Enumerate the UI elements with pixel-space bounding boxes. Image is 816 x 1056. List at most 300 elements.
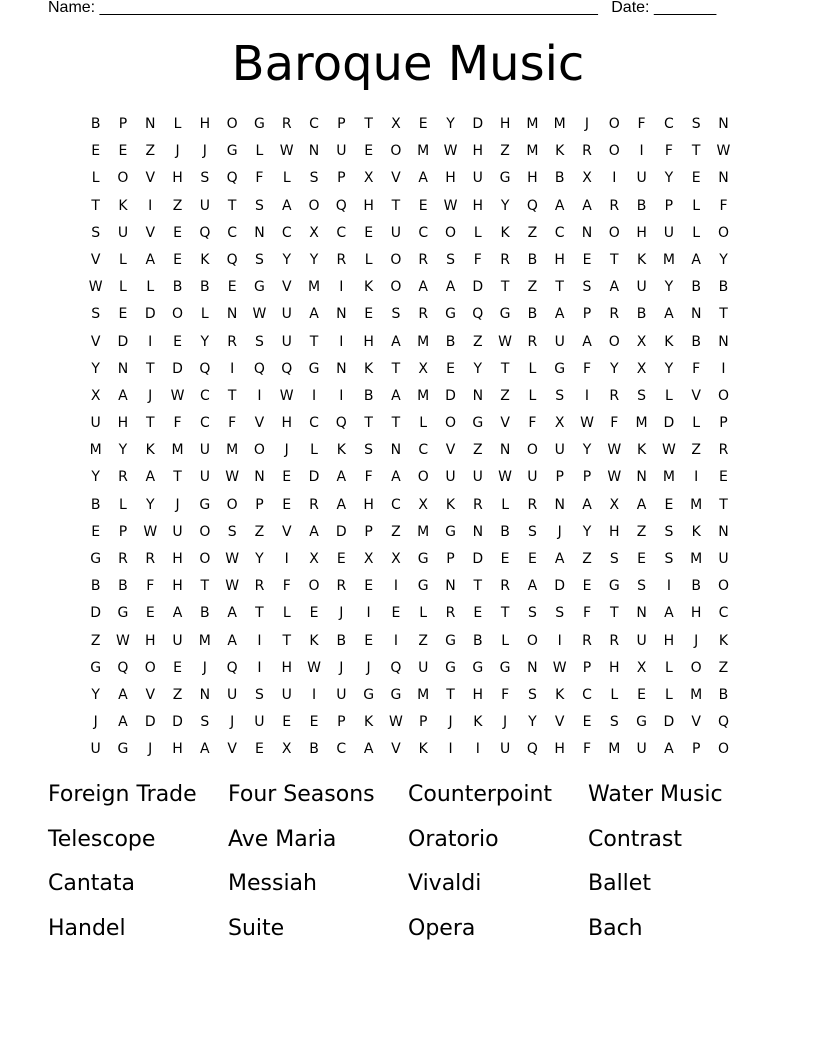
grid-letter[interactable]: T [500, 279, 510, 296]
grid-letter[interactable]: U [527, 469, 538, 486]
grid-letter[interactable]: G [445, 632, 456, 649]
grid-letter[interactable]: V [554, 714, 565, 731]
grid-letter[interactable]: K [364, 360, 374, 377]
grid-letter[interactable]: H [172, 741, 183, 758]
grid-letter[interactable]: Z [582, 551, 592, 567]
grid-letter[interactable]: R [609, 387, 620, 404]
grid-letter[interactable]: N [199, 686, 211, 703]
grid-letter[interactable]: O [608, 333, 620, 350]
grid-letter[interactable]: U [172, 632, 183, 649]
grid-letter[interactable]: Z [527, 279, 538, 296]
grid-letter[interactable]: G [117, 605, 129, 622]
grid-letter[interactable]: M [690, 551, 703, 567]
grid-letter[interactable]: V [227, 741, 237, 758]
grid-letter[interactable]: I [448, 741, 453, 758]
grid-letter[interactable]: N [581, 224, 593, 241]
grid-letter[interactable]: Q [226, 170, 238, 187]
grid-letter[interactable]: S [609, 551, 619, 567]
grid-letter[interactable]: B [172, 279, 183, 296]
grid-letter[interactable]: H [363, 496, 374, 513]
grid-letter[interactable]: E [173, 333, 182, 350]
grid-letter[interactable]: C [227, 224, 238, 241]
grid-letter[interactable]: G [499, 659, 511, 676]
grid-letter[interactable]: E [582, 714, 592, 731]
grid-letter[interactable]: R [609, 306, 620, 323]
grid-letter[interactable]: M [526, 143, 539, 160]
grid-letter[interactable]: E [719, 469, 728, 486]
grid-letter[interactable]: K [145, 442, 155, 459]
grid-letter[interactable]: T [719, 306, 728, 323]
grid-letter[interactable]: E [364, 306, 374, 323]
grid-letter[interactable]: E [173, 659, 182, 676]
grid-letter[interactable]: Y [582, 523, 592, 540]
grid-letter[interactable]: E [118, 306, 128, 323]
grid-letter[interactable]: E [364, 224, 374, 241]
grid-letter[interactable]: U [199, 197, 210, 214]
grid-letter[interactable]: H [690, 605, 702, 622]
grid-letter[interactable]: E [418, 197, 428, 214]
grid-letter[interactable]: I [284, 551, 289, 567]
grid-letter[interactable]: T [446, 686, 455, 703]
grid-letter[interactable]: P [691, 741, 701, 758]
grid-letter[interactable]: G [445, 659, 456, 676]
grid-letter[interactable]: H [609, 523, 620, 540]
grid-letter[interactable]: B [691, 279, 701, 296]
grid-letter[interactable]: V [391, 741, 401, 758]
grid-letter[interactable]: I [257, 387, 262, 404]
grid-letter[interactable]: S [309, 170, 319, 187]
grid-letter[interactable]: N [636, 469, 647, 486]
grid-letter[interactable]: J [339, 605, 344, 622]
grid-letter[interactable]: Z [473, 333, 483, 350]
grid-letter[interactable]: W [170, 387, 185, 404]
grid-letter[interactable]: L [282, 605, 291, 622]
grid-letter[interactable]: W [443, 143, 458, 160]
grid-letter[interactable]: H [472, 197, 484, 214]
grid-letter[interactable]: Y [309, 251, 319, 268]
grid-letter[interactable]: K [336, 442, 346, 459]
grid-letter[interactable]: E [173, 224, 182, 241]
grid-letter[interactable]: E [255, 741, 264, 758]
grid-letter[interactable]: M [417, 387, 430, 404]
grid-letter[interactable]: Q [226, 251, 238, 268]
grid-letter[interactable]: C [663, 116, 674, 132]
grid-letter[interactable]: E [473, 605, 483, 622]
grid-letter[interactable]: J [503, 714, 508, 731]
grid-letter[interactable]: A [554, 306, 565, 323]
grid-letter[interactable]: B [636, 197, 647, 214]
grid-letter[interactable]: S [527, 605, 537, 622]
grid-letter[interactable]: I [694, 469, 699, 486]
grid-letter[interactable]: C [582, 686, 592, 703]
grid-letter[interactable]: U [499, 741, 511, 758]
grid-letter[interactable]: O [444, 224, 457, 241]
grid-letter[interactable]: P [582, 659, 592, 676]
grid-letter[interactable]: D [472, 279, 484, 296]
grid-letter[interactable]: W [607, 469, 622, 486]
grid-letter[interactable]: J [175, 496, 180, 513]
grid-letter[interactable]: U [472, 469, 483, 486]
grid-letter[interactable]: L [364, 251, 373, 268]
grid-letter[interactable]: A [336, 496, 347, 513]
grid-letter[interactable]: H [472, 143, 484, 160]
grid-letter[interactable]: Y [446, 116, 455, 132]
grid-letter[interactable]: G [363, 686, 375, 703]
grid-letter[interactable]: T [610, 605, 619, 622]
grid-letter[interactable]: U [636, 741, 647, 758]
grid-letter[interactable]: X [391, 116, 401, 132]
grid-letter[interactable]: Z [172, 197, 183, 214]
grid-letter[interactable]: L [692, 197, 701, 214]
grid-letter[interactable]: X [309, 551, 319, 567]
grid-letter[interactable]: U [336, 686, 347, 703]
grid-letter[interactable]: W [88, 279, 103, 296]
grid-letter[interactable]: U [336, 143, 347, 160]
grid-letter[interactable]: H [199, 116, 211, 132]
grid-letter[interactable]: Q [117, 659, 129, 676]
grid-letter[interactable]: F [255, 170, 264, 187]
grid-letter[interactable]: E [336, 551, 346, 567]
grid-letter[interactable]: X [391, 551, 401, 567]
grid-letter[interactable]: E [691, 170, 701, 187]
grid-letter[interactable]: Y [118, 442, 128, 459]
grid-letter[interactable]: U [199, 469, 210, 486]
grid-letter[interactable]: M [662, 469, 675, 486]
grid-letter[interactable]: S [637, 578, 647, 595]
grid-letter[interactable]: L [419, 415, 428, 432]
grid-letter[interactable]: V [90, 251, 101, 268]
grid-letter[interactable]: H [499, 116, 511, 132]
grid-letter[interactable]: N [554, 496, 565, 513]
grid-letter[interactable]: M [417, 523, 430, 540]
grid-letter[interactable]: I [339, 279, 344, 296]
grid-letter[interactable]: G [117, 741, 129, 758]
grid-letter[interactable]: R [609, 632, 620, 649]
grid-letter[interactable]: L [610, 686, 619, 703]
grid-letter[interactable]: G [199, 496, 211, 513]
grid-letter[interactable]: P [418, 714, 428, 731]
grid-letter[interactable]: G [472, 659, 484, 676]
grid-letter[interactable]: Q [472, 306, 484, 323]
grid-letter[interactable]: D [663, 714, 675, 731]
grid-letter[interactable]: O [717, 224, 729, 241]
grid-letter[interactable]: N [499, 442, 511, 459]
grid-letter[interactable]: A [609, 279, 620, 296]
grid-letter[interactable]: U [663, 224, 674, 241]
grid-letter[interactable]: F [173, 415, 182, 432]
grid-letter[interactable]: B [309, 741, 319, 758]
grid-letter[interactable]: U [199, 442, 210, 459]
grid-letter[interactable]: B [718, 686, 729, 703]
grid-letter[interactable]: O [526, 442, 538, 459]
grid-letter[interactable]: X [609, 496, 620, 513]
grid-letter[interactable]: S [227, 523, 237, 540]
grid-letter[interactable]: J [202, 143, 207, 160]
grid-letter[interactable]: B [473, 632, 483, 649]
grid-letter[interactable]: Y [91, 686, 100, 703]
grid-letter[interactable]: F [501, 686, 510, 703]
grid-letter[interactable]: W [607, 442, 622, 459]
grid-letter[interactable]: H [144, 632, 156, 649]
grid-letter[interactable]: L [692, 415, 701, 432]
grid-letter[interactable]: L [501, 632, 509, 649]
grid-letter[interactable]: U [90, 741, 101, 758]
grid-letter[interactable]: I [257, 632, 262, 649]
grid-letter[interactable]: O [253, 442, 265, 459]
grid-letter[interactable]: O [199, 551, 211, 567]
grid-letter[interactable]: K [364, 714, 374, 731]
grid-letter[interactable]: T [227, 387, 237, 404]
grid-letter[interactable]: A [554, 197, 565, 214]
grid-letter[interactable]: H [172, 170, 183, 187]
grid-letter[interactable]: J [148, 387, 153, 404]
grid-letter[interactable]: W [443, 197, 458, 214]
grid-letter[interactable]: N [226, 306, 238, 323]
grid-letter[interactable]: N [336, 306, 347, 323]
grid-letter[interactable]: C [554, 224, 565, 241]
grid-letter[interactable]: G [445, 523, 456, 540]
grid-letter[interactable]: B [90, 116, 101, 132]
grid-letter[interactable]: E [446, 360, 455, 377]
grid-letter[interactable]: N [117, 360, 129, 377]
grid-letter[interactable]: L [692, 224, 701, 241]
grid-letter[interactable]: B [200, 279, 210, 296]
grid-letter[interactable]: G [226, 143, 238, 160]
grid-letter[interactable]: A [527, 578, 538, 595]
grid-letter[interactable]: M [417, 333, 430, 350]
grid-letter[interactable]: T [227, 197, 237, 214]
grid-letter[interactable]: Y [145, 496, 155, 513]
grid-letter[interactable]: D [144, 714, 156, 731]
grid-letter[interactable]: X [582, 170, 592, 187]
grid-letter[interactable]: B [90, 578, 101, 595]
grid-letter[interactable]: M [635, 415, 648, 432]
grid-letter[interactable]: D [554, 578, 566, 595]
grid-letter[interactable]: U [281, 686, 292, 703]
grid-letter[interactable]: O [444, 415, 457, 432]
grid-letter[interactable]: B [118, 578, 128, 595]
grid-letter[interactable]: P [337, 170, 346, 187]
grid-letter[interactable]: X [636, 333, 647, 350]
grid-letter[interactable]: R [418, 306, 429, 323]
grid-letter[interactable]: X [418, 496, 428, 513]
grid-letter[interactable]: H [636, 224, 647, 241]
grid-letter[interactable]: E [364, 578, 374, 595]
grid-letter[interactable]: F [664, 143, 673, 160]
grid-letter[interactable]: S [364, 442, 374, 459]
grid-letter[interactable]: S [527, 686, 537, 703]
grid-letter[interactable]: U [90, 415, 101, 432]
grid-letter[interactable]: O [308, 197, 320, 214]
grid-letter[interactable]: K [118, 197, 128, 214]
grid-letter[interactable]: C [418, 442, 429, 459]
grid-letter[interactable]: K [473, 714, 483, 731]
grid-letter[interactable]: Q [335, 197, 347, 214]
grid-letter[interactable]: A [363, 741, 374, 758]
grid-letter[interactable]: E [282, 469, 292, 486]
grid-letter[interactable]: A [445, 279, 456, 296]
grid-letter[interactable]: Q [281, 360, 293, 377]
grid-letter[interactable]: T [255, 605, 264, 622]
grid-letter[interactable]: P [582, 306, 592, 323]
grid-letter[interactable]: N [636, 605, 647, 622]
grid-letter[interactable]: M [198, 632, 211, 649]
grid-letter[interactable]: Z [718, 659, 729, 676]
grid-letter[interactable]: K [418, 741, 428, 758]
grid-letter[interactable]: G [254, 116, 265, 132]
grid-letter[interactable]: F [364, 469, 373, 486]
grid-letter[interactable]: B [500, 523, 510, 540]
grid-letter[interactable]: P [337, 116, 346, 132]
grid-letter[interactable]: D [144, 306, 156, 323]
grid-letter[interactable]: I [339, 387, 344, 404]
grid-letter[interactable]: F [637, 116, 646, 132]
grid-letter[interactable]: P [118, 523, 128, 540]
grid-letter[interactable]: P [255, 496, 264, 513]
grid-letter[interactable]: H [554, 251, 565, 268]
grid-letter[interactable]: M [608, 741, 621, 758]
grid-letter[interactable]: W [498, 333, 513, 350]
grid-letter[interactable]: O [390, 279, 402, 296]
grid-letter[interactable]: A [227, 605, 237, 622]
grid-letter[interactable]: A [145, 251, 156, 268]
grid-letter[interactable]: Z [636, 523, 647, 540]
grid-letter[interactable]: T [309, 333, 319, 350]
grid-letter[interactable]: N [308, 143, 320, 160]
grid-letter[interactable]: K [445, 496, 456, 513]
grid-letter[interactable]: I [475, 741, 480, 758]
grid-letter[interactable]: E [91, 523, 101, 540]
grid-letter[interactable]: U [445, 469, 456, 486]
grid-letter[interactable]: Q [253, 360, 265, 377]
grid-letter[interactable]: W [388, 714, 403, 731]
grid-letter[interactable]: L [419, 605, 428, 622]
grid-letter[interactable]: S [582, 279, 592, 296]
grid-letter[interactable]: R [336, 251, 347, 268]
grid-letter[interactable]: X [281, 741, 292, 758]
grid-letter[interactable]: N [472, 523, 484, 540]
grid-letter[interactable]: Y [91, 469, 100, 486]
grid-letter[interactable]: X [309, 224, 319, 241]
grid-letter[interactable]: K [718, 632, 729, 649]
grid-letter[interactable]: O [690, 659, 702, 676]
grid-letter[interactable]: N [718, 170, 729, 187]
grid-letter[interactable]: S [91, 224, 101, 241]
grid-letter[interactable]: T [91, 197, 100, 214]
grid-letter[interactable]: W [225, 578, 240, 595]
grid-letter[interactable]: W [552, 659, 567, 676]
grid-letter[interactable]: A [691, 251, 701, 268]
grid-letter[interactable]: N [390, 442, 402, 459]
grid-letter[interactable]: R [118, 469, 128, 486]
grid-letter[interactable]: C [336, 224, 347, 241]
grid-letter[interactable]: M [662, 251, 675, 268]
grid-letter[interactable]: P [364, 523, 373, 540]
grid-letter[interactable]: H [281, 415, 292, 432]
grid-letter[interactable]: O [308, 578, 320, 595]
grid-letter[interactable]: R [472, 496, 483, 513]
grid-letter[interactable]: B [527, 251, 538, 268]
grid-letter[interactable]: K [200, 251, 210, 268]
grid-letter[interactable]: J [694, 632, 699, 649]
grid-letter[interactable]: S [91, 306, 101, 323]
grid-letter[interactable]: V [145, 686, 156, 703]
grid-letter[interactable]: M [417, 143, 430, 160]
grid-letter[interactable]: Z [418, 632, 428, 649]
grid-letter[interactable]: J [202, 659, 207, 676]
grid-letter[interactable]: V [90, 333, 101, 350]
grid-letter[interactable]: Y [200, 333, 210, 350]
grid-letter[interactable]: R [527, 333, 538, 350]
grid-letter[interactable]: E [664, 496, 674, 513]
grid-letter[interactable]: F [610, 415, 619, 432]
grid-letter[interactable]: A [664, 741, 674, 758]
grid-letter[interactable]: J [557, 523, 562, 540]
grid-letter[interactable]: T [719, 496, 728, 513]
grid-letter[interactable]: H [281, 659, 292, 676]
grid-letter[interactable]: S [254, 686, 264, 703]
grid-letter[interactable]: A [118, 686, 128, 703]
grid-letter[interactable]: L [200, 306, 209, 323]
grid-letter[interactable]: H [472, 686, 484, 703]
grid-letter[interactable]: B [636, 306, 647, 323]
grid-letter[interactable]: F [582, 741, 592, 758]
grid-letter[interactable]: U [554, 333, 565, 350]
grid-letter[interactable]: B [363, 387, 374, 404]
grid-letter[interactable]: U [472, 170, 483, 187]
grid-letter[interactable]: Z [473, 442, 483, 459]
grid-letter[interactable]: H [609, 659, 620, 676]
grid-letter[interactable]: O [717, 578, 729, 595]
grid-letter[interactable]: U [554, 442, 565, 459]
grid-letter[interactable]: P [337, 714, 346, 731]
grid-letter[interactable]: B [554, 170, 565, 187]
grid-letter[interactable]: E [364, 632, 374, 649]
grid-letter[interactable]: Z [500, 143, 510, 160]
grid-letter[interactable]: U [418, 659, 429, 676]
grid-letter[interactable]: R [445, 605, 456, 622]
grid-letter[interactable]: G [90, 659, 102, 676]
grid-letter[interactable]: O [717, 387, 729, 404]
grid-letter[interactable]: W [279, 143, 294, 160]
grid-letter[interactable]: F [228, 415, 237, 432]
grid-letter[interactable]: X [636, 659, 647, 676]
grid-letter[interactable]: P [555, 469, 564, 486]
grid-letter[interactable]: I [612, 170, 617, 187]
grid-letter[interactable]: N [336, 360, 347, 377]
grid-letter[interactable]: R [418, 251, 429, 268]
grid-letter[interactable]: E [282, 496, 292, 513]
grid-letter[interactable]: O [717, 741, 729, 758]
grid-letter[interactable]: I [721, 360, 726, 377]
grid-letter[interactable]: J [448, 714, 453, 731]
grid-letter[interactable]: J [339, 659, 344, 676]
grid-letter[interactable]: V [445, 442, 456, 459]
grid-letter[interactable]: H [172, 551, 183, 567]
grid-letter[interactable]: T [555, 279, 564, 296]
grid-letter[interactable]: R [254, 578, 265, 595]
grid-letter[interactable]: S [254, 197, 264, 214]
grid-letter[interactable]: T [473, 578, 483, 595]
grid-letter[interactable]: M [553, 116, 566, 132]
grid-letter[interactable]: Q [335, 415, 347, 432]
grid-letter[interactable]: M [690, 686, 703, 703]
grid-letter[interactable]: M [171, 442, 184, 459]
grid-letter[interactable]: F [146, 578, 155, 595]
grid-letter[interactable]: E [173, 251, 182, 268]
grid-letter[interactable]: Y [582, 442, 592, 459]
grid-letter[interactable]: A [309, 523, 319, 540]
